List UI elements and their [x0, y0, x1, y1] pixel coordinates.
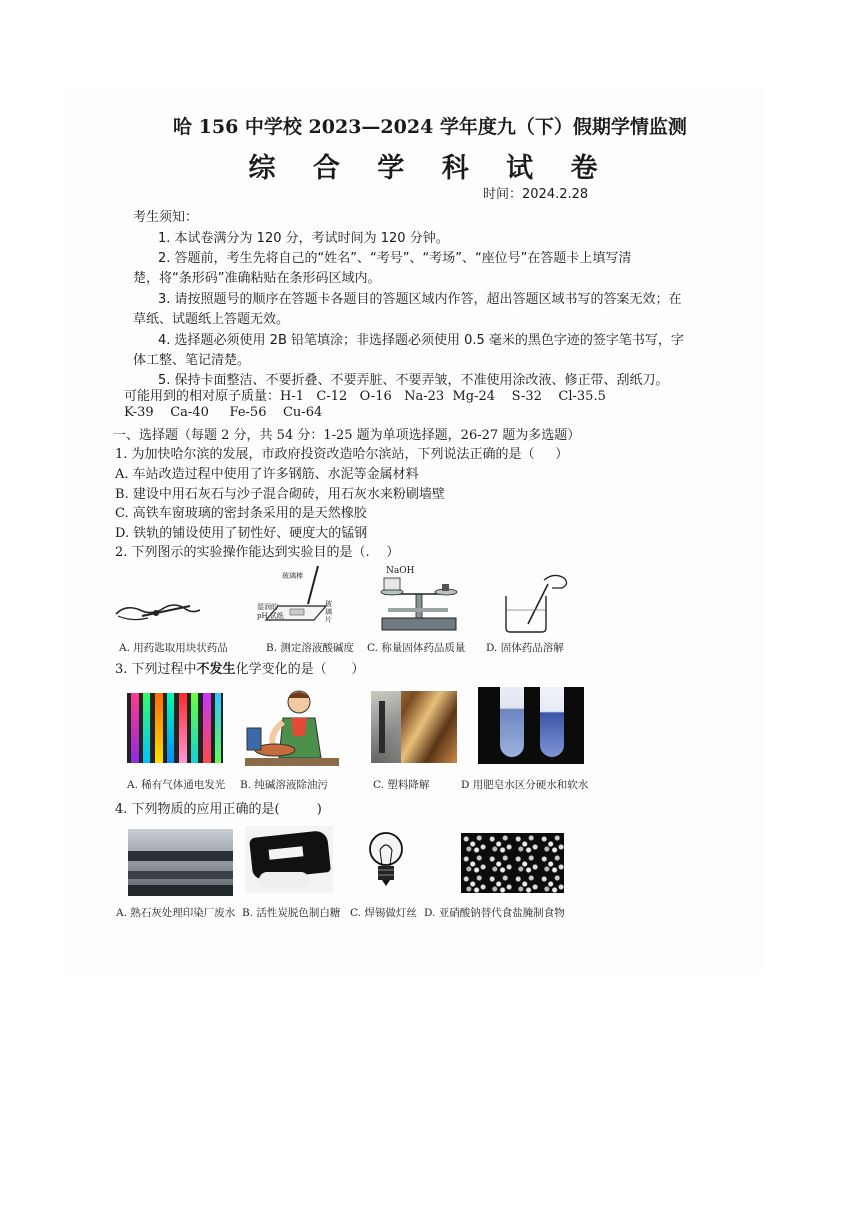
notice-item-4: 4. 选择题必须使用 2B 铅笔填涂；非选择题必须使用 0.5 毫米的黑色字迹的签字笔书写，字 — [158, 333, 684, 348]
q4b-sugar-photo — [245, 826, 333, 893]
q1-option-b: B. 建设中用石灰石与沙子混合砌砖，用石灰水来粉刷墙壁 — [115, 487, 445, 502]
q3a-neon-photo — [127, 693, 223, 763]
section-1-heading: 一、选择题（每题 2 分，共 54 分：1-25 题为单项选择题，26-27 题为多选题） — [113, 428, 581, 443]
q3-caption-c: C. 塑料降解 — [373, 779, 430, 791]
q2-stem: 2. 下列图示的实验操作能达到实验目的是（. ） — [115, 545, 400, 560]
q2b-label-glass-rod: 玻璃棒 — [282, 572, 303, 580]
q3-caption-b: B. 纯碱溶液除油污 — [240, 779, 328, 791]
q4-caption-c: C. 焊锡做灯丝 — [350, 907, 417, 919]
exam-title: 哈 156 中学校 2023—2024 学年度九（下）假期学情监测 — [173, 116, 687, 138]
q3-caption-d: D 用肥皂水区分硬水和软水 — [461, 779, 589, 791]
q4a-wastewater-photo — [128, 829, 233, 896]
notice-item-2-cont: 楚，将“条形码”准确粘贴在条形码区域内。 — [133, 271, 381, 286]
q2b-label-ph-paper-1: 湿润的 — [257, 603, 278, 611]
q3-stem-post: 化学变化的是（ ） — [235, 662, 365, 677]
q3b-cleaning-illustration — [243, 688, 341, 770]
notice-item-2: 2. 答题前，考生先将自己的“姓名”、“考号”、“考场”、“座位号”在答题卡上填写清 — [158, 251, 632, 266]
q4-stem: 4. 下列物质的应用正确的是( ) — [115, 802, 322, 817]
q2-caption-d: D. 固体药品溶解 — [486, 642, 564, 654]
q3c-plastic-photo — [371, 691, 457, 763]
q2-caption-c: C. 称量固体药品质量 — [367, 642, 466, 654]
q4-caption-d: D. 亚硝酸钠替代食盐腌制食物 — [424, 907, 565, 919]
q2b-label-glass-plate: 玻璃片 — [325, 600, 332, 624]
atomic-mass-line-1: 可能用到的相对原子质量：H-1 C-12 O-16 Na-23 Mg-24 S-32 Cl-35.5 — [124, 389, 606, 404]
exam-subtitle: 综 合 学 科 试 卷 — [248, 153, 612, 184]
q2a-spoon-figure — [112, 596, 204, 624]
q3-stem-pre: 3. 下列过程中 — [115, 662, 197, 677]
notice-item-4-cont: 体工整、笔记清楚。 — [133, 353, 251, 368]
q4-caption-a: A. 熟石灰处理印染厂废水 — [116, 907, 236, 919]
q1-option-d: D. 铁轨的铺设使用了韧性好、硬度大的锰钢 — [115, 526, 368, 541]
notice-heading: 考生须知： — [133, 210, 199, 225]
q4d-salt-photo — [461, 833, 564, 893]
q2c-balance-figure — [376, 566, 462, 634]
notice-item-5: 5. 保持卡面整洁、不要折叠、不要弄脏、不要弄皱，不准使用涂改液、修正带、刮纸刀。 — [158, 373, 669, 388]
q4-caption-b: B. 活性炭脱色制白糖 — [242, 907, 341, 919]
atomic-mass-line-2: K-39 Ca-40 Fe-56 Cu-64 — [124, 405, 323, 420]
q2d-dissolve-figure — [498, 566, 574, 634]
exam-time: 时间：2024.2.28 — [483, 187, 589, 202]
q3-stem-emphasis: 不发生 — [196, 662, 236, 677]
q3-caption-a: A. 稀有气体通电发光 — [127, 779, 226, 791]
notice-item-1: 1. 本试卷满分为 120 分，考试时间为 120 分钟。 — [158, 231, 449, 246]
q2-caption-b: B. 测定溶液酸碱度 — [266, 642, 354, 654]
q1-option-c: C. 高铁车窗玻璃的密封条采用的是天然橡胶 — [115, 506, 367, 521]
q1-stem: 1. 为加快哈尔滨的发展，市政府投资改造哈尔滨站，下列说法正确的是（ ） — [115, 447, 569, 462]
q2b-label-ph-paper-2: pH 试纸 — [257, 612, 284, 620]
notice-item-3: 3. 请按照题号的顺序在答题卡各题目的答题区域内作答，超出答题区域书写的答案无效；在 — [158, 292, 682, 307]
q4c-light-bulb-figure — [366, 830, 406, 892]
q2c-label-naoh: NaOH — [386, 566, 415, 576]
q3-stem — [115, 658, 364, 677]
notice-item-3-cont: 草纸、试题纸上答题无效。 — [133, 312, 290, 327]
q2-caption-a: A. 用药匙取用块状药品 — [119, 642, 228, 654]
q1-option-a: A. 车站改造过程中使用了许多钢筋、水泥等金属材料 — [115, 467, 419, 482]
q3d-test-tubes-photo — [478, 687, 584, 764]
